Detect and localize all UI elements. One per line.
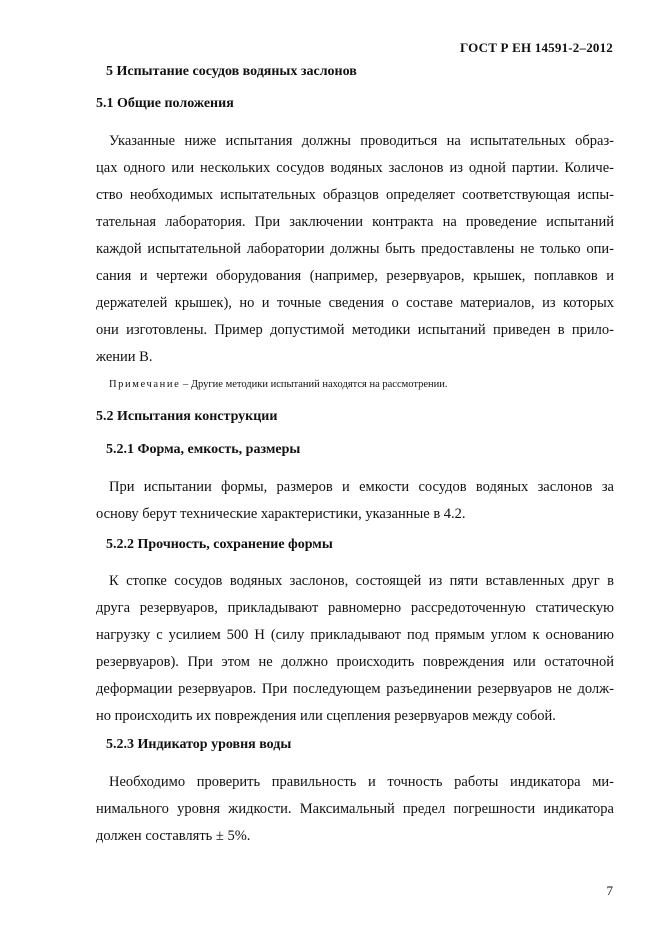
document-header-code: ГОСТ Р ЕН 14591-2–2012 [460,40,613,55]
page-number: 7 [606,883,613,898]
paragraph-line: деформации резервуаров. При последующем разъединении резервуаров не долж- [96,681,614,697]
paragraph-line: должен составлять ± 5%. [96,828,251,844]
paragraph-line: нагрузку с усилием 500 Н (силу прикладывают под прямым углом к основанию [96,627,614,643]
paragraph-line: жении В. [96,349,153,365]
paragraph-line: сания и чертежи оборудования (например, резервуаров, крышек, поплавков и [96,268,614,284]
paragraph-line: держателей крышек), но и точные сведения о составе материалов, из которых [96,295,614,311]
section-5-2-3-heading: 5.2.3 Индикатор уровня воды [106,737,292,752]
paragraph-line: каждой испытательной лаборатории должны быть предоставлены не только опи- [96,241,614,257]
paragraph-line: основу берут технические характеристики, указанные в 4.2. [96,506,466,522]
section-5-heading: 5 Испытание сосудов водяных заслонов [106,64,357,79]
section-5-2-heading: 5.2 Испытания конструкции [96,409,278,424]
paragraph-line: К стопке сосудов водяных заслонов, состоящей из пяти вставленных друг в [109,573,614,589]
section-5-2-2-heading: 5.2.2 Прочность, сохранение формы [106,537,333,552]
note-label: Примечание [109,379,181,390]
paragraph-line: нимального уровня жидкости. Максимальный предел погрешности индикатора [96,801,614,817]
paragraph-line: цах одного или нескольких сосудов водяных заслонов из одной партии. Количе- [96,160,614,176]
paragraph-line: тательная лаборатория. При заключении контракта на проведение испытаний [96,214,614,230]
section-5-2-1-heading: 5.2.1 Форма, емкость, размеры [106,442,301,457]
section-5-1-heading: 5.1 Общие положения [96,96,234,111]
paragraph-line: друга резервуаров, прикладывают равномерно рассредоточенную статическую [96,600,614,616]
paragraph-line: Необходимо проверить правильность и точность работы индикатора ми- [109,774,614,790]
paragraph-line: резервуаров). При этом не должно происходить повреждения или остаточной [96,654,614,670]
note-text: – Другие методики испытаний находятся на рассмотрении. [180,379,448,390]
paragraph-line: они изготовлены. Пример допустимой методики испытаний приведен в прило- [96,322,614,338]
paragraph-line: Указанные ниже испытания должны проводиться на испытательных образ- [109,133,614,149]
note [109,379,447,390]
paragraph-line: но происходить их повреждения или сцепления резервуаров между собой. [96,708,556,724]
paragraph-line: ство необходимых испытательных образцов определяет соответствующая испы- [96,187,614,203]
paragraph-line: При испытании формы, размеров и емкости сосудов водяных заслонов за [109,479,614,495]
